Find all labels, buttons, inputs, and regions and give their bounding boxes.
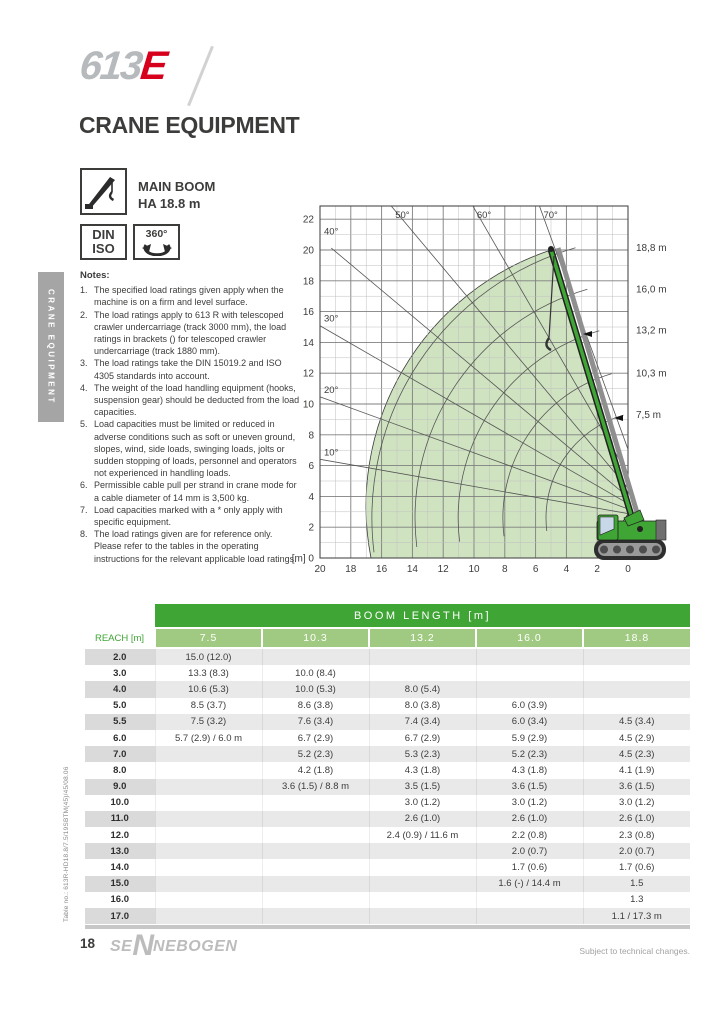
load-cell: 2.4 (0.9) / 11.6 m	[369, 827, 476, 843]
svg-text:8: 8	[308, 430, 314, 442]
load-cell	[369, 665, 476, 681]
load-cell: 3.6 (1.5) / 8.8 m	[262, 779, 369, 795]
load-cell: 3.5 (1.5)	[369, 779, 476, 795]
svg-text:4: 4	[308, 491, 314, 503]
load-cell: 3.6 (1.5)	[583, 779, 690, 795]
load-cell	[476, 908, 583, 924]
svg-text:8: 8	[502, 564, 508, 575]
reach-header: REACH [m]	[85, 628, 155, 648]
load-cell	[369, 859, 476, 875]
svg-text:18: 18	[345, 564, 357, 575]
table-row	[85, 698, 690, 714]
load-cell: 2.6 (1.0)	[476, 811, 583, 827]
svg-text:2: 2	[308, 522, 314, 534]
load-cell	[155, 892, 262, 908]
load-cell: 7.6 (3.4)	[262, 714, 369, 730]
load-cell: 5.3 (2.3)	[369, 746, 476, 762]
load-cell	[369, 876, 476, 892]
table-row	[85, 714, 690, 730]
notes-title: Notes:	[80, 270, 110, 281]
boom-length-header: BOOM LENGTH [m]	[155, 604, 690, 628]
load-cell: 7.4 (3.4)	[369, 714, 476, 730]
reach-cell: 3.0	[113, 667, 127, 679]
table-row	[85, 876, 690, 892]
crane-boom-icon	[83, 171, 124, 212]
note-item: The load ratings given are for reference only. Please refer to the tables in the operating instructions for the relevant applicable load ratings.	[94, 529, 297, 564]
load-cell: 10.6 (5.3)	[155, 681, 262, 697]
table-row	[85, 908, 690, 924]
load-cell: 2.6 (1.0)	[583, 811, 690, 827]
load-cell: 6.7 (2.9)	[369, 730, 476, 746]
svg-text:60°: 60°	[476, 210, 492, 221]
brand-big-n: N	[132, 929, 154, 962]
load-cell: 10.0 (5.3)	[262, 681, 369, 697]
svg-text:10°: 10°	[324, 447, 339, 459]
table-row	[85, 843, 690, 859]
load-cell: 13.3 (8.3)	[155, 665, 262, 681]
load-cell: 2.0 (0.7)	[476, 843, 583, 859]
load-cell	[476, 665, 583, 681]
notes-list	[80, 284, 302, 565]
svg-text:7,5 m: 7,5 m	[636, 410, 662, 422]
load-cell: 8.5 (3.7)	[155, 698, 262, 714]
svg-text:4: 4	[563, 564, 570, 575]
crane-illustration	[594, 510, 666, 560]
load-cell: 4.3 (1.8)	[476, 762, 583, 778]
load-cell: 4.3 (1.8)	[369, 762, 476, 778]
svg-text:10: 10	[468, 564, 480, 575]
rotation-badge	[133, 224, 180, 260]
table-row	[85, 795, 690, 811]
svg-text:6: 6	[308, 461, 314, 473]
load-cell	[155, 827, 262, 843]
table-row	[85, 681, 690, 697]
svg-text:50°: 50°	[395, 210, 410, 221]
column-header-10-3: 10.3	[262, 628, 369, 648]
load-cell	[583, 665, 690, 681]
svg-text:16: 16	[376, 564, 388, 575]
svg-text:10: 10	[302, 399, 314, 411]
reach-cell: 5.5	[85, 714, 155, 730]
side-tab-label: CRANE EQUIPMENT	[46, 289, 56, 405]
reach-cell: 11.0	[85, 811, 155, 827]
svg-text:18: 18	[302, 276, 314, 288]
load-cell	[155, 779, 262, 795]
column-header-7-5: 7.5	[155, 628, 262, 648]
reach-cell: 15.0	[85, 876, 155, 892]
reach-cell: 8.0	[113, 764, 127, 776]
load-cell: 1.7 (0.6)	[476, 859, 583, 875]
load-cell: 6.0 (3.9)	[476, 698, 583, 714]
table-row	[85, 859, 690, 875]
brand-prefix: SE	[110, 938, 133, 955]
load-cell	[155, 762, 262, 778]
din-label: DIN	[92, 227, 115, 242]
svg-text:[m] 0: [m] 0	[291, 553, 314, 565]
note-item: Load capacities marked with a * only apply with specific equipment.	[94, 504, 283, 528]
load-cell: 2.2 (0.8)	[476, 827, 583, 843]
load-cell: 5.9 (2.9)	[476, 730, 583, 746]
load-cell	[369, 843, 476, 859]
load-cell: 4.5 (2.9)	[583, 730, 690, 746]
load-cell	[369, 892, 476, 908]
load-cell: 3.0 (1.2)	[476, 795, 583, 811]
svg-text:12: 12	[302, 368, 314, 380]
load-cell	[583, 648, 690, 665]
load-cell	[262, 648, 369, 665]
load-cell: 15.0 (12.0)	[155, 648, 262, 665]
load-cell	[476, 892, 583, 908]
load-cell	[262, 811, 369, 827]
load-cell: 4.5 (2.3)	[583, 746, 690, 762]
load-cell: 8.0 (5.4)	[369, 681, 476, 697]
load-cell	[155, 795, 262, 811]
header-blank-cell	[85, 604, 155, 628]
logo-slash-decoration	[187, 46, 214, 106]
svg-text:14: 14	[302, 337, 314, 349]
load-table-wrapper	[85, 604, 690, 929]
svg-text:16: 16	[302, 307, 314, 319]
svg-text:0: 0	[625, 564, 631, 575]
load-cell	[369, 648, 476, 665]
rotation-degrees: 360°	[145, 227, 168, 240]
svg-text:18,8 m: 18,8 m	[636, 242, 667, 254]
load-cell: 5.2 (2.3)	[476, 746, 583, 762]
page-number: 18	[80, 936, 96, 951]
svg-text:20: 20	[302, 245, 314, 257]
load-cell: 2.6 (1.0)	[369, 811, 476, 827]
table-number: Table no.: 613R-HD18.8/7.5/19SBTM(45)/45/08.06	[63, 766, 70, 922]
load-cell	[155, 746, 262, 762]
main-boom-label	[138, 178, 215, 212]
load-cell: 4.1 (1.9)	[583, 762, 690, 778]
load-cell	[262, 795, 369, 811]
load-cell: 2.0 (0.7)	[583, 843, 690, 859]
load-cell: 3.0 (1.2)	[583, 795, 690, 811]
load-cell	[476, 648, 583, 665]
load-cell: 6.7 (2.9)	[262, 730, 369, 746]
table-row	[85, 665, 690, 681]
footer-note: Subject to technical changes.	[579, 946, 690, 956]
svg-text:20: 20	[314, 564, 326, 575]
load-cell: 5.2 (2.3)	[262, 746, 369, 762]
reach-cell: 10.0	[110, 797, 129, 809]
table-row	[85, 827, 690, 843]
load-cell: 8.0 (3.8)	[369, 698, 476, 714]
load-cell: 2.3 (0.8)	[583, 827, 690, 843]
load-cell	[155, 811, 262, 827]
load-cell	[262, 859, 369, 875]
reach-cell: 4.0	[85, 681, 155, 697]
load-cell: 1.3	[583, 892, 690, 908]
load-table	[85, 604, 690, 924]
table-row	[85, 730, 690, 746]
reach-cell: 16.0	[110, 894, 129, 906]
model-suffix: E	[138, 44, 168, 88]
load-cell	[155, 859, 262, 875]
load-cell	[155, 843, 262, 859]
note-item: The weight of the load handling equipment (hooks, suspension gear) should be deducted from the load capacities.	[94, 382, 300, 418]
table-row	[85, 892, 690, 908]
svg-text:12: 12	[437, 564, 449, 575]
working-range-chart	[288, 202, 708, 584]
model-logo	[78, 44, 168, 89]
boom-type: MAIN BOOM	[138, 179, 216, 194]
load-cell	[155, 908, 262, 924]
side-tab-crane-equipment	[38, 272, 64, 422]
note-item: The load ratings apply to 613 R with telescoped crawler undercarriage (track 3000 mm), the load ratings in brackets () for telescoped crawler undercarriage (track 1880 mm).	[94, 309, 287, 357]
load-cell	[583, 698, 690, 714]
brand-logo	[110, 929, 237, 963]
table-row	[85, 648, 690, 665]
page-title: CRANE EQUIPMENT	[79, 112, 300, 138]
svg-text:2: 2	[594, 564, 600, 575]
load-cell: 8.6 (3.8)	[262, 698, 369, 714]
svg-text:70°: 70°	[543, 210, 558, 221]
reach-cell: 6.0	[113, 732, 127, 744]
load-cell: 7.5 (3.2)	[155, 714, 262, 730]
reach-cell: 9.0	[85, 779, 155, 795]
model-number: 613	[77, 44, 144, 88]
din-iso-badge	[80, 224, 127, 260]
load-cell	[583, 681, 690, 697]
load-cell: 1.6 (-) / 14.4 m	[476, 876, 583, 892]
svg-text:13,2 m: 13,2 m	[636, 325, 667, 337]
reach-cell: 5.0	[113, 700, 127, 712]
table-row	[85, 811, 690, 827]
load-cell	[476, 681, 583, 697]
load-cell	[262, 892, 369, 908]
svg-text:22: 22	[302, 214, 314, 226]
note-item: Load capacities must be limited or reduced in adverse conditions such as soft or uneven ground, slopes, wind, side loads, swinging loads, jolts or sudden stopping of loads, personnel and operators not experienced in handling loads.	[94, 419, 297, 479]
load-cell: 4.5 (3.4)	[583, 714, 690, 730]
rotation-arrow-icon	[140, 240, 174, 256]
notes-block	[80, 270, 302, 565]
reach-cell: 13.0	[85, 843, 155, 859]
column-header-16-0: 16.0	[476, 628, 583, 648]
column-header-13-2: 13.2	[369, 628, 476, 648]
load-cell: 3.0 (1.2)	[369, 795, 476, 811]
svg-text:14: 14	[406, 564, 418, 575]
table-row	[85, 779, 690, 795]
load-cell	[262, 827, 369, 843]
reach-cell: 2.0	[85, 648, 155, 665]
svg-text:20°: 20°	[324, 384, 339, 396]
svg-text:40°: 40°	[324, 226, 339, 238]
load-cell	[155, 876, 262, 892]
svg-text:10,3 m: 10,3 m	[636, 368, 667, 380]
table-row	[85, 762, 690, 778]
load-cell	[262, 843, 369, 859]
load-cell: 10.0 (8.4)	[262, 665, 369, 681]
reach-cell: 14.0	[110, 862, 129, 874]
brand-suffix: NEBOGEN	[153, 938, 238, 955]
boom-length-labels	[636, 243, 667, 421]
column-header-18-8: 18.8	[583, 628, 690, 648]
svg-text:16,0 m: 16,0 m	[636, 284, 667, 296]
reach-cell: 17.0	[85, 908, 155, 924]
note-item: The load ratings take the DIN 15019.2 and ISO 4305 standards into account.	[94, 358, 282, 381]
load-cell: 4.2 (1.8)	[262, 762, 369, 778]
reach-cell: 12.0	[110, 829, 129, 841]
table-row	[85, 746, 690, 762]
load-cell: 3.6 (1.5)	[476, 779, 583, 795]
load-cell	[262, 876, 369, 892]
load-cell: 5.7 (2.9) / 6.0 m	[155, 730, 262, 746]
load-cell	[369, 908, 476, 924]
main-boom-icon-box	[80, 168, 127, 215]
iso-label: ISO	[92, 241, 115, 256]
note-item: Permissible cable pull per strand in crane mode for a cable diameter of 14 mm is 3,500 kg.	[94, 480, 297, 503]
note-item: The specified load ratings given apply when the machine is on a firm and level surface.	[94, 285, 284, 308]
load-cell: 1.5	[583, 876, 690, 892]
load-cell: 1.7 (0.6)	[583, 859, 690, 875]
load-cell	[262, 908, 369, 924]
load-cell: 1.1 / 17.3 m	[583, 908, 690, 924]
svg-text:6: 6	[532, 564, 539, 575]
svg-text:30°: 30°	[324, 313, 339, 325]
boom-height: HA 18.8 m	[138, 196, 201, 211]
reach-cell: 7.0	[85, 746, 155, 762]
load-cell: 6.0 (3.4)	[476, 714, 583, 730]
